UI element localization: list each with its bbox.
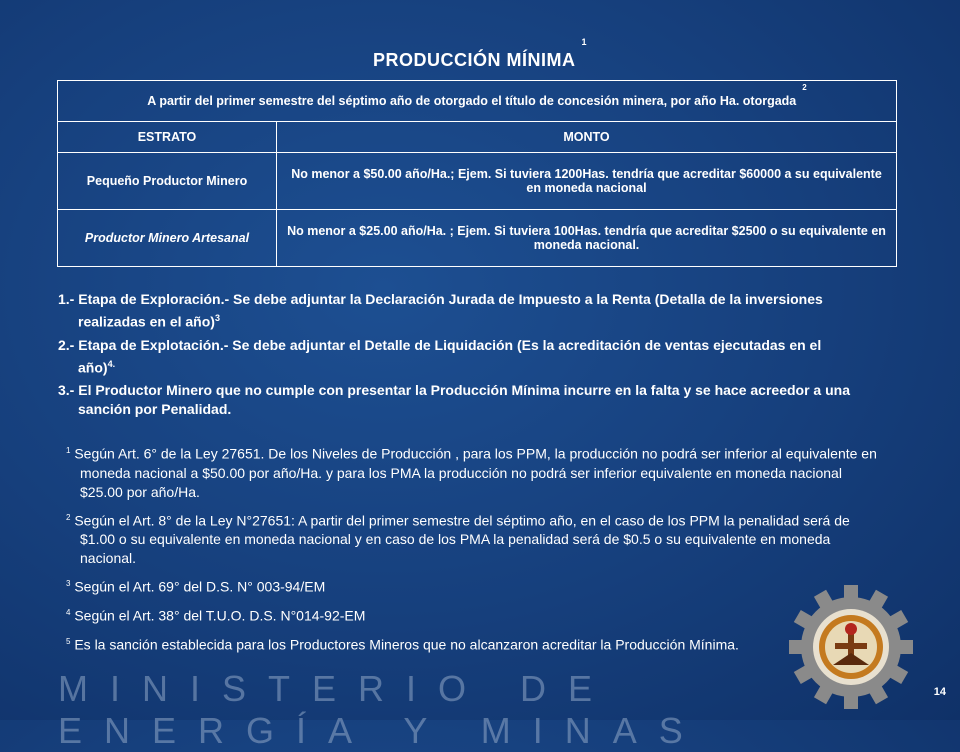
production-table (57, 80, 897, 267)
footnote-text: Es la sanción establecida para los Productores Mineros que no alcanzaron acreditar la Producción Mínima. (74, 636, 739, 653)
footnote (62, 574, 882, 597)
footnote (62, 632, 882, 655)
table-row (58, 210, 897, 267)
table-row (58, 153, 897, 210)
point-text: 1.- Etapa de Exploración.- Se debe adjuntar la Declaración Jurada de Impuesto a la Renta (Detalla de la inversiones realizadas en el año) (58, 291, 823, 330)
footnote (62, 441, 882, 502)
estrato-cell: Pequeño Productor Minero (58, 153, 277, 210)
column-header-estrato: ESTRATO (58, 122, 277, 153)
list-item (58, 290, 858, 332)
footnote-text: Según el Art. 8° de la Ley N°27651: A partir del primer semestre del séptimo año, en el caso de los PPM la penalidad será de $1.00 o su equivalente en moneda nacional y en caso de los PMA la penalidad será de $0.5 o su equivalente en moneda nacional. (74, 512, 850, 567)
footnote-number: 2 (66, 512, 71, 522)
list-item (58, 336, 858, 378)
page-number: 14 (933, 686, 946, 698)
monto-cell: No menor a $25.00 año/Ha. ; Ejem. Si tuviera 100Has. tendría que acreditar $2500 o su equivalente en moneda nacional. (277, 210, 897, 267)
point-footnote-ref: 4. (107, 358, 116, 369)
table-header-row (58, 81, 897, 122)
point-text: 3.- El Productor Minero que no cumple con presentar la Producción Mínima incurre en la falta y se hace acreedor a una sanción por Penalidad. (58, 382, 850, 418)
ministry-watermark: MINISTERIO DE ENERGÍA Y MINAS (58, 668, 705, 751)
table-header-cell (58, 81, 897, 122)
column-header-monto: MONTO (277, 122, 897, 153)
table-column-row (58, 122, 897, 153)
footnote-text: Según Art. 6° de la Ley 27651. De los Niveles de Producción , para los PPM, la producción no podrá ser inferior al equivalente en moneda nacional a $50.00 por año/Ha. y para los PMA la producción no podrá ser inferior equivalente en moneda nacional $25.00 por año/Ha. (74, 445, 877, 500)
footnote-number: 5 (66, 636, 71, 646)
title-footnote-ref: 1 (581, 37, 587, 47)
page-title (0, 37, 960, 71)
table-header-text: A partir del primer semestre del séptimo año de otorgado el título de concesión minera, por año Ha. otorgada (147, 94, 797, 109)
list-item (58, 381, 858, 419)
footnotes (62, 441, 882, 660)
footnote (62, 508, 882, 569)
footnote-number: 4 (66, 607, 71, 617)
page-title-text: PRODUCCIÓN MÍNIMA (372, 50, 576, 70)
ministry-gear-logo-icon (788, 584, 914, 710)
footnote-text: Según el Art. 38° del T.U.O. D.S. N°014-92-EM (74, 607, 366, 624)
footnote-number: 3 (66, 579, 71, 589)
point-text: 2.- Etapa de Explotación.- Se debe adjuntar el Detalle de Liquidación (Es la acreditación de ventas ejecutadas en el año) (58, 336, 822, 376)
monto-cell: No menor a $50.00 año/Ha.; Ejem. Si tuviera 1200Has. tendría que acreditar $60000 a su equivalente en moneda nacional (277, 153, 897, 210)
table-header-footnote-ref: 2 (802, 83, 807, 93)
footnote-number: 1 (66, 446, 71, 455)
point-footnote-ref: 3 (214, 313, 220, 323)
estrato-cell: Productor Minero Artesanal (58, 210, 277, 267)
points-list (58, 290, 858, 423)
footnote-text: Según el Art. 69° del D.S. N° 003-94/EM (74, 578, 326, 595)
footnote (62, 603, 882, 626)
